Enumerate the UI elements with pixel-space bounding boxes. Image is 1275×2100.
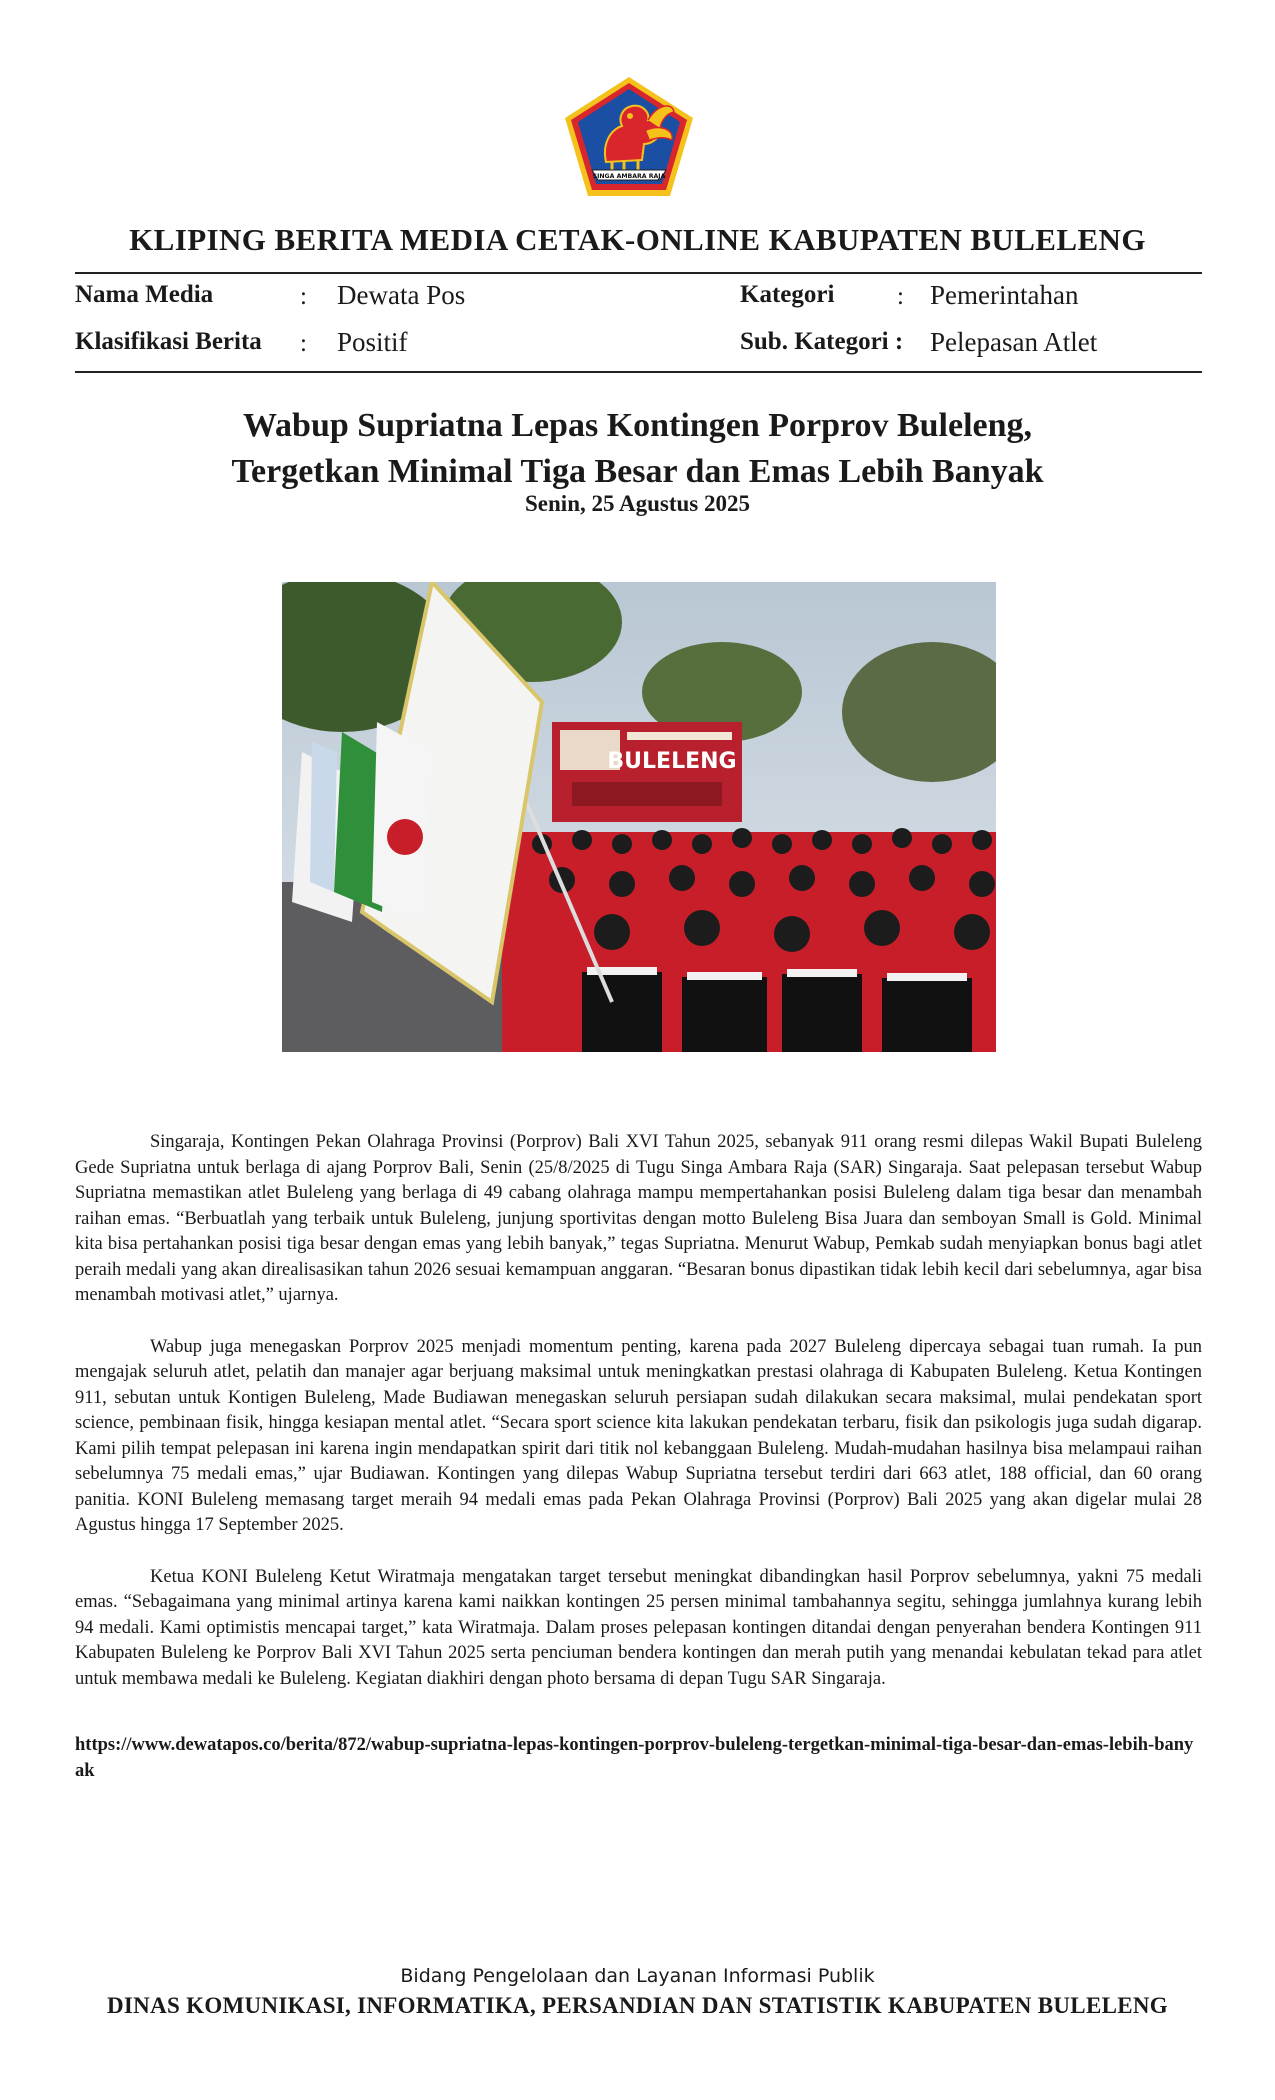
article-paragraph-2: Wabup juga menegaskan Porprov 2025 menjadi momentum penting, karena pada 2027 Buleleng dipercaya sebagai tuan rumah. Ia pun mengajak seluruh atlet, pelatih dan manajer agar berjuang maksimal untuk meningkatkan prestasi olahraga di Kabupaten Buleleng. Ketua Kontingen 911, sebutan untuk Kontigen Buleleng, Made Budiawan menegaskan seluruh persiapan sudah dilakukan secara maksimal, mulai pendekatan sport science, pembinaan fisik, hingga kesiapan mental atlet. “Secara sport science kita lakukan pendekatan terbaru, fisik dan psikologis juga sudah digarap. Kami pilih tempat pelepasan ini karena ingin mendapatkan spirit dari titik nol kebanggaan Buleleng. Mudah-mudahan hasilnya bisa melampaui raihan sebelumnya 75 medali emas,” ujar Budiawan. Kontingen yang dilepas Wabup Supriatna tersebut terdiri dari 663 atlet, 188 official, dan 60 orang panitia. KONI Buleleng memasang target meraih 94 medali emas pada Pekan Olahraga Provinsi (Porprov) Bali 2025 yang akan digelar mulai 28 Agustus hingga 17 September 2025.: [75, 1336, 1202, 1535]
athletes-crowd: [502, 828, 996, 1052]
regency-logo: [562, 74, 696, 200]
headline-line-1: Wabup Supriatna Lepas Kontingen Porprov Buleleng,: [242, 407, 1033, 444]
klasifikasi-value: Positif: [337, 327, 408, 357]
kategori-colon: :: [897, 283, 904, 310]
article-paragraph-1: Singaraja, Kontingen Pekan Olahraga Provinsi (Porprov) Bali XVI Tahun 2025, sebanyak 911 orang resmi dilepas Wakil Bupati Buleleng Gede Supriatna untuk berlaga di ajang Porprov Bali, Senin (25/8/2025 di Tugu Singa Ambara Raja (SAR) Singaraja. Saat pelepasan tersebut Wabup Supriatna memastikan atlet Buleleng yang berlaga di 49 cabang olahraga mampu mempertahankan posisi Buleleng dalam tiga besar dan menambah raihan emas. “Berbuatlah yang terbaik untuk Buleleng, junjung sportivitas dengan motto Buleleng Bisa Juara dan semboyan Small is Gold. Minimal kita bisa pertahankan posisi tiga besar dengan emas yang lebih banyak,” tegas Supriatna. Menurut Wabup, Pemkab sudah menyiapkan bonus bagi atlet peraih medali yang akan direalisasikan tahun 2026 sesuai kemampuan anggaran. “Besaran bonus dipastikan tidak lebih kecil dari sebelumnya, agar bisa menambah motivasi atlet,” ujarnya.: [75, 1132, 1202, 1305]
nama-media-colon: :: [300, 283, 307, 310]
sub-kategori-label: Sub. Kategori :: [740, 328, 904, 355]
singa-ambara-raja-emblem-icon: [562, 74, 696, 200]
svg-text:BULELENG: BULELENG: [607, 749, 737, 774]
kategori-value: Pemerintahan: [930, 280, 1079, 310]
sub-kategori-value: Pelepasan Atlet: [930, 327, 1098, 357]
article-paragraph-3: Ketua KONI Buleleng Ketut Wiratmaja mengatakan target tersebut meningkat dibandingkan hasil Porprov sebelumnya, yakni 75 medali emas. “Sebagaimana yang minimal artinya karena kami naikkan kontingen 25 persen minimal tambahannya segitu, sehingga jumlahnya kurang lebih 94 medali. Kami optimistis mencapai target,” kata Wiratmaja. Dalam proses pelepasan kontingen ditandai dengan penyerahan bendera Kontingen 911 Kabupaten Buleleng ke Porprov Bali XVI Tahun 2025 serta penciuman bendera kontingen dan merah putih yang menandai kebulatan tekad para atlet untuk membawa medali ke Buleleng. Kegiatan diakhiri dengan photo bersama di depan Tugu SAR Singaraja.: [75, 1566, 1202, 1689]
document-title: KLIPING BERITA MEDIA CETAK-ONLINE KABUPATEN BULELENG: [129, 222, 1146, 257]
headline-line-2: Tergetkan Minimal Tiga Besar dan Emas Lebih Banyak: [231, 453, 1044, 490]
article-date: Senin, 25 Agustus 2025: [525, 491, 750, 516]
kategori-label: Kategori: [740, 281, 835, 308]
klasifikasi-label: Klasifikasi Berita: [75, 328, 262, 355]
svg-text:SINGA AMBARA RAJA: SINGA AMBARA RAJA: [592, 173, 666, 180]
article-body: [75, 1130, 1202, 1718]
bottom-divider: [75, 371, 1202, 373]
footer-unit: Bidang Pengelolaan dan Layanan Informasi Publik: [400, 1965, 875, 1987]
event-banner: [552, 722, 742, 822]
klasifikasi-colon: :: [300, 330, 307, 357]
nama-media-value: Dewata Pos: [337, 280, 466, 310]
article-photo: [282, 582, 996, 1052]
footer-agency: DINAS KOMUNIKASI, INFORMATIKA, PERSANDIAN DAN STATISTIK KABUPATEN BULELENG: [107, 1993, 1168, 2018]
nama-media-label: Nama Media: [75, 281, 214, 308]
source-url[interactable]: https://www.dewatapos.co/berita/872/wabup-supriatna-lepas-kontingen-porprov-buleleng-tergetkan-minimal-tiga-besar-dan-emas-lebih-banyak: [75, 1735, 1194, 1781]
top-divider: [75, 272, 1202, 274]
